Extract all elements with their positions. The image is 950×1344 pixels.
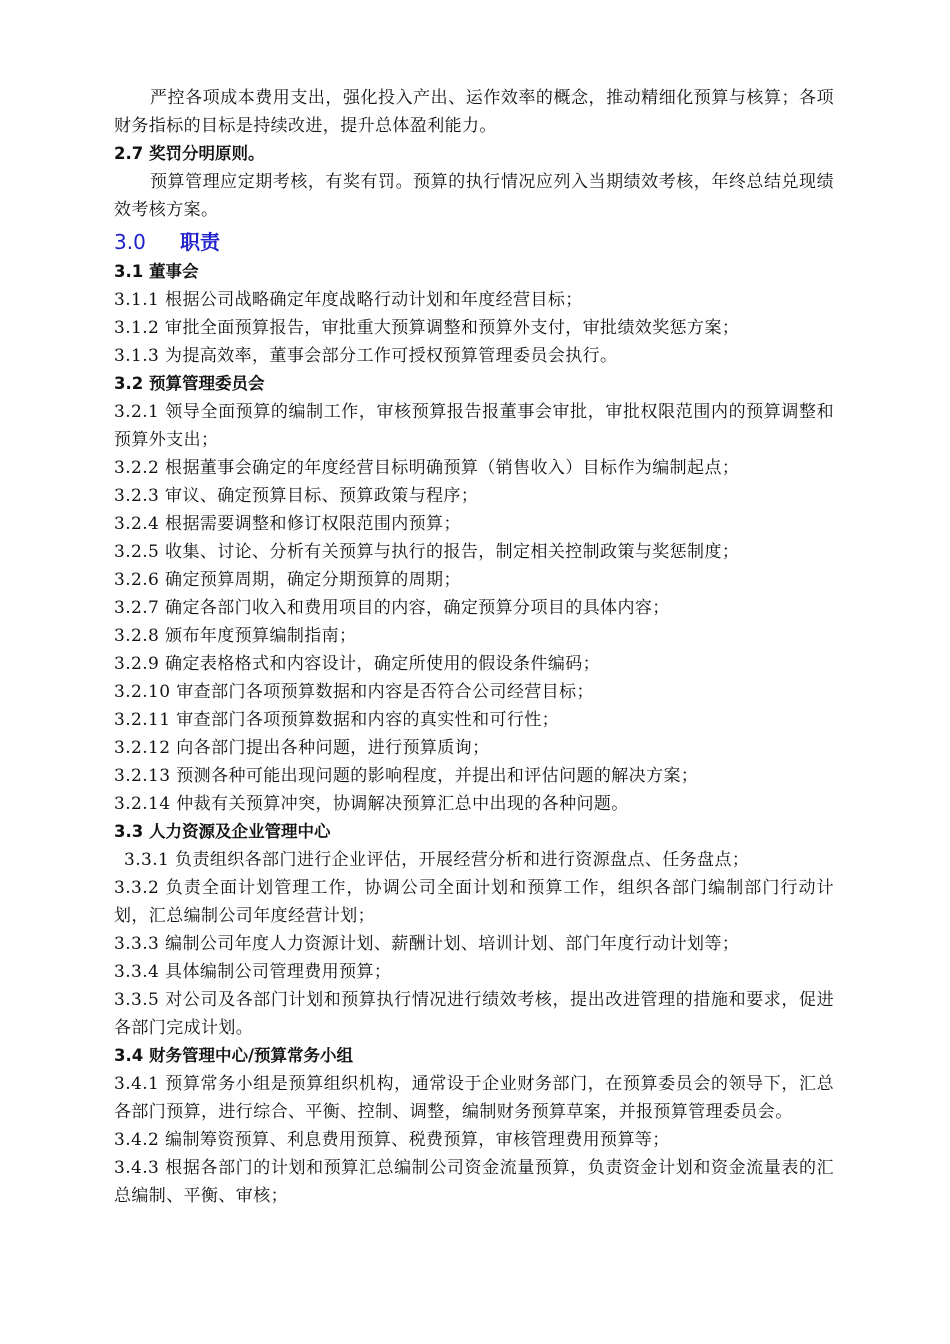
- paragraph: 3.3.5 对公司及各部门计划和预算执行情况进行绩效考核，提出改进管理的措施和要求，促进各部门完成计划。: [114, 990, 834, 1038]
- paragraph: 3.2.9 确定表格格式和内容设计，确定所使用的假设条件编码；: [114, 654, 601, 674]
- paragraph: 3.3.2 负责全面计划管理工作，协调公司全面计划和预算工作，组织各部门编制部门行动计划，汇总编制公司年度经营计划；: [114, 878, 834, 926]
- subsection-heading: 3.3 人力资源及企业管理中心: [114, 822, 331, 841]
- paragraph: 3.2.2 根据董事会确定的年度经营目标明确预算（销售收入）目标作为编制起点；: [114, 458, 740, 478]
- paragraph: 3.2.1 领导全面预算的编制工作，审核预算报告报董事会审批，审批权限范围内的预算调整和预算外支出；: [114, 402, 834, 450]
- paragraph: 3.1.3 为提高效率，董事会部分工作可授权预算管理委员会执行。: [114, 346, 618, 366]
- paragraph: 3.4.3 根据各部门的计划和预算汇总编制公司资金流量预算，负责资金计划和资金流量表的汇总编制、平衡、审核；: [114, 1158, 834, 1206]
- paragraph: 3.2.8 颁布年度预算编制指南；: [114, 626, 357, 646]
- section-number: 3.0: [114, 230, 146, 254]
- section-title: 职责: [180, 230, 220, 254]
- paragraph: 3.3.4 具体编制公司管理费用预算；: [114, 962, 392, 982]
- paragraph: 3.2.3 审议、确定预算目标、预算政策与程序；: [114, 486, 479, 506]
- subsection-heading: 2.7 奖罚分明原则。: [114, 144, 265, 163]
- paragraph: 3.2.5 收集、讨论、分析有关预算与执行的报告，制定相关控制政策与奖惩制度；: [114, 542, 740, 562]
- paragraph: 3.2.10 审查部门各项预算数据和内容是否符合公司经营目标；: [114, 682, 594, 702]
- paragraph: 3.1.2 审批全面预算报告，审批重大预算调整和预算外支付，审批绩效奖惩方案；: [114, 318, 740, 338]
- paragraph: 3.2.4 根据需要调整和修订权限范围内预算；: [114, 514, 461, 534]
- paragraph: 预算管理应定期考核，有奖有罚。预算的执行情况应列入当期绩效考核，年终总结兑现绩效考核方案。: [114, 172, 834, 220]
- paragraph: 严控各项成本费用支出，强化投入产出、运作效率的概念，推动精细化预算与核算；各项财务指标的目标是持续改进，提升总体盈利能力。: [114, 88, 834, 136]
- paragraph: 3.2.11 审查部门各项预算数据和内容的真实性和可行性；: [114, 710, 560, 730]
- paragraph: 3.2.7 确定各部门收入和费用项目的内容，确定预算分项目的具体内容；: [114, 598, 670, 618]
- paragraph: 3.4.1 预算常务小组是预算组织机构，通常设于企业财务部门，在预算委员会的领导下，汇总各部门预算，进行综合、平衡、控制、调整，编制财务预算草案，并报预算管理委员会。: [114, 1074, 834, 1122]
- subsection-heading: 3.1 董事会: [114, 262, 199, 281]
- subsection-heading: 3.4 财务管理中心/预算常务小组: [114, 1046, 354, 1065]
- subsection-heading: 3.2 预算管理委员会: [114, 374, 265, 393]
- document-page: [114, 84, 834, 1210]
- paragraph: 3.1.1 根据公司战略确定年度战略行动计划和年度经营目标；: [114, 290, 583, 310]
- paragraph: 3.2.14 仲裁有关预算冲突，协调解决预算汇总中出现的各种问题。: [114, 794, 629, 814]
- paragraph: 3.3.3 编制公司年度人力资源计划、薪酬计划、培训计划、部门年度行动计划等；: [114, 934, 740, 954]
- paragraph: 3.2.12 向各部门提出各种问题，进行预算质询；: [114, 738, 490, 758]
- paragraph: 3.2.6 确定预算周期，确定分期预算的周期；: [114, 570, 461, 590]
- paragraph: 3.2.13 预测各种可能出现问题的影响程度，并提出和评估问题的解决方案；: [114, 766, 699, 786]
- paragraph: 3.3.1 负责组织各部门进行企业评估，开展经营分析和进行资源盘点、任务盘点；: [124, 850, 750, 870]
- section-heading: [114, 226, 834, 258]
- paragraph: 3.4.2 编制筹资预算、利息费用预算、税费预算，审核管理费用预算等；: [114, 1130, 670, 1150]
